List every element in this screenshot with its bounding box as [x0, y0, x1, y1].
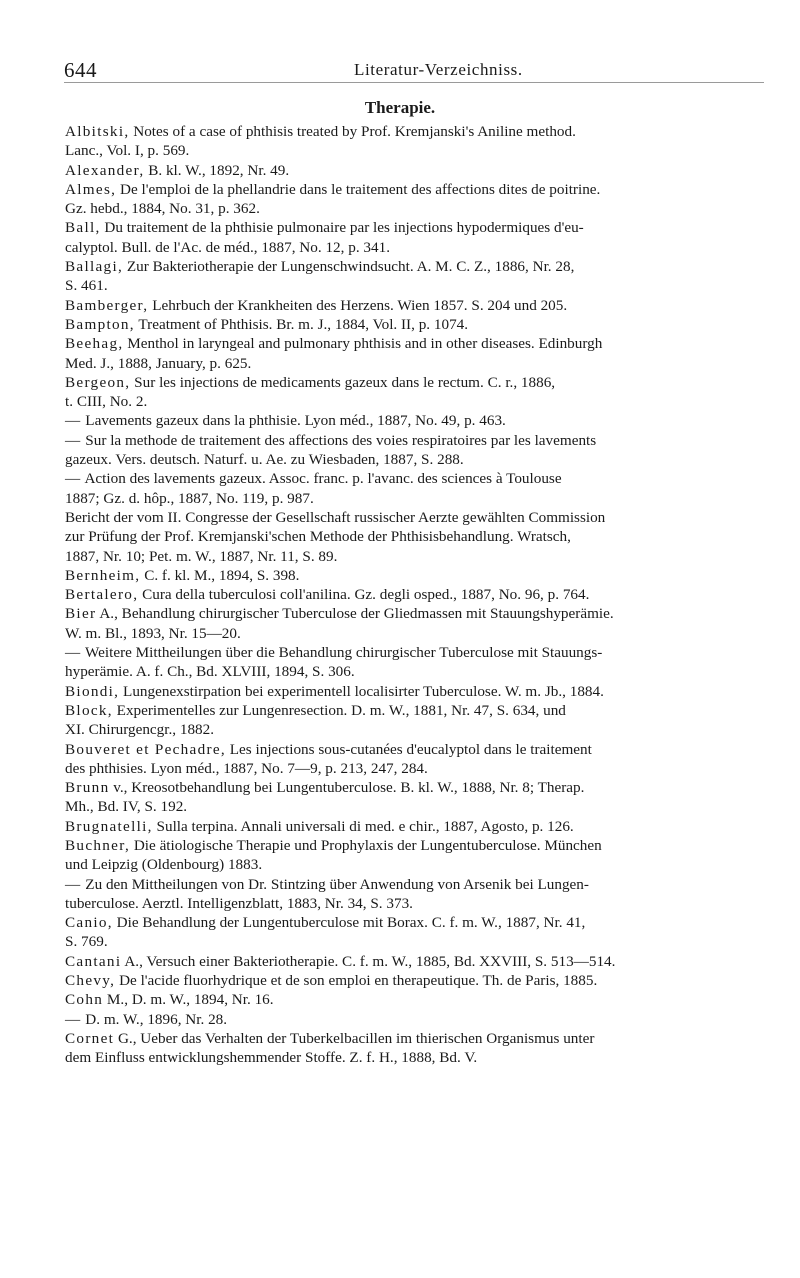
- entry-text: Sur les injections de medicaments gazeux dans le rectum. C. r., 1886,: [134, 373, 556, 391]
- bibliography-entry: [65, 604, 780, 643]
- entry-line: [65, 701, 780, 720]
- entry-text: M., D. m. W., 1894, Nr. 16.: [106, 991, 274, 1009]
- entry-line: [65, 450, 780, 469]
- entry-text: A., Behandlung chirurgischer Tuberculose der Gliedmassen mit Stauungshyperämie.: [99, 605, 614, 623]
- entry-line: [65, 334, 780, 353]
- bibliography-entry: [65, 971, 780, 990]
- entry-line: [65, 797, 780, 816]
- bibliography-entry: [65, 990, 780, 1009]
- entry-line: [65, 1029, 780, 1048]
- entry-author: Block,: [65, 701, 113, 719]
- entry-author: Cantani: [65, 952, 122, 970]
- entry-text: Experimentelles zur Lungenresection. D. m. W., 1881, Nr. 47, S. 634, und: [116, 701, 566, 719]
- bibliography-entry: [65, 1010, 780, 1029]
- entry-text: Gz. hebd., 1884, No. 31, p. 362.: [65, 200, 260, 218]
- entry-line: [65, 990, 780, 1009]
- entry-author: Beehag,: [65, 335, 124, 353]
- bibliography-entry: [65, 257, 780, 296]
- entry-author: —: [65, 875, 82, 893]
- entry-text: Die Behandlung der Lungentuberculose mit Borax. C. f. m. W., 1887, Nr. 41,: [116, 914, 586, 932]
- entry-text: G., Ueber das Verhalten der Tuberkelbacillen im thierischen Organismus unter: [117, 1029, 595, 1047]
- bibliography-entry: [65, 469, 780, 508]
- entry-author: Bertalero,: [65, 586, 139, 604]
- bibliography-entry: [65, 411, 780, 430]
- running-head: Literatur-Verzeichniss.: [354, 60, 523, 79]
- bibliography-entry: [65, 334, 780, 373]
- entry-text: A., Versuch einer Bakteriotherapie. C. f. m. W., 1885, Bd. XXVIII, S. 513—514.: [124, 952, 616, 970]
- entry-line: [65, 585, 780, 604]
- bibliography-entry: [65, 508, 780, 566]
- entry-author: Albitski,: [65, 123, 130, 140]
- bibliography-entry: [65, 682, 780, 701]
- page-header: [64, 58, 764, 83]
- bibliography-entry: [65, 817, 780, 836]
- entry-text: C. f. kl. M., 1894, S. 398.: [144, 566, 300, 584]
- entry-line: [65, 199, 780, 218]
- entry-text: De l'emploi de la phellandrie dans le traitement des affections dites de poitrine.: [120, 180, 601, 198]
- entry-line: [65, 373, 780, 392]
- entry-line: [65, 527, 780, 546]
- entry-author: Almes,: [65, 180, 117, 198]
- entry-text: des phthisies. Lyon méd., 1887, No. 7—9, p. 213, 247, 284.: [65, 759, 428, 777]
- entry-line: [65, 952, 780, 971]
- bibliography-entry: [65, 643, 780, 682]
- entry-author: Bergeon,: [65, 373, 131, 391]
- entry-author: Canio,: [65, 914, 113, 932]
- entry-text: De l'acide fluorhydrique et de son emploi en therapeutique. Th. de Paris, 1885.: [119, 972, 598, 990]
- bibliography-entry: [65, 431, 780, 470]
- entry-text: tuberculose. Aerztl. Intelligenzblatt, 1883, Nr. 34, S. 373.: [65, 894, 413, 912]
- entry-author: Bampton,: [65, 315, 135, 333]
- entry-line: [65, 547, 780, 566]
- entry-text: Lungenexstirpation bei experimentell localisirter Tuberculose. W. m. Jb., 1884.: [123, 682, 604, 700]
- entry-line: [65, 894, 780, 913]
- entry-text: Lehrbuch der Krankheiten des Herzens. Wien 1857. S. 204 und 205.: [152, 296, 568, 314]
- bibliography-entry: [65, 296, 780, 315]
- entry-text: 1887; Gz. d. hôp., 1887, No. 119, p. 987.: [65, 489, 314, 507]
- entry-line: [65, 604, 780, 623]
- entry-author: Ballagi,: [65, 258, 124, 276]
- entry-line: [65, 122, 780, 141]
- bibliography-entry: [65, 836, 780, 875]
- entry-line: [65, 913, 780, 932]
- entry-author: —: [65, 431, 82, 449]
- entry-text: Sulla terpina. Annali universali di med. e chir., 1887, Agosto, p. 126.: [156, 817, 574, 835]
- entry-line: [65, 469, 780, 488]
- entry-line: [65, 489, 780, 508]
- entry-line: [65, 720, 780, 739]
- entry-text: Les injections sous-cutanées d'eucalyptol dans le traitement: [229, 740, 592, 758]
- entry-author: Bamberger,: [65, 296, 149, 314]
- entry-author: —: [65, 1010, 82, 1028]
- bibliography-list: [65, 122, 780, 1068]
- entry-text: Zu den Mittheilungen von Dr. Stintzing über Anwendung von Arsenik bei Lungen-: [85, 875, 589, 893]
- entry-line: [65, 276, 780, 295]
- entry-line: [65, 855, 780, 874]
- entry-line: [65, 740, 780, 759]
- entry-author: Ball,: [65, 219, 101, 237]
- entry-line: [65, 836, 780, 855]
- entry-line: [65, 643, 780, 662]
- entry-text: D. m. W., 1896, Nr. 28.: [85, 1010, 228, 1028]
- entry-text: Action des lavements gazeux. Assoc. franc. p. l'avanc. des sciences à Toulouse: [84, 470, 562, 488]
- entry-author: Buchner,: [65, 836, 131, 854]
- entry-text: Med. J., 1888, January, p. 625.: [65, 354, 252, 372]
- entry-line: [65, 566, 780, 585]
- entry-author: Cohn: [65, 991, 104, 1009]
- entry-line: [65, 508, 780, 527]
- entry-text: Weitere Mittheilungen über die Behandlung chirurgischer Tuberculose mit Stauungs-: [85, 644, 603, 662]
- entry-line: [65, 682, 780, 701]
- entry-line: [65, 180, 780, 199]
- entry-text: S. 769.: [65, 933, 108, 951]
- entry-line: [65, 161, 780, 180]
- entry-author: —: [65, 470, 82, 488]
- entry-line: [65, 392, 780, 411]
- entry-text: Mh., Bd. IV, S. 192.: [65, 798, 188, 816]
- entry-line: [65, 971, 780, 990]
- entry-line: [65, 257, 780, 276]
- entry-line: [65, 141, 780, 160]
- page-number: 644: [64, 58, 97, 82]
- entry-author: Chevy,: [65, 972, 116, 990]
- entry-text: 1887, Nr. 10; Pet. m. W., 1887, Nr. 11, S. 89.: [65, 547, 338, 565]
- bibliography-entry: [65, 585, 780, 604]
- entry-line: [65, 817, 780, 836]
- entry-text: Du traitement de la phthisie pulmonaire par les injections hypodermiques d'eu-: [104, 219, 584, 237]
- bibliography-entry: [65, 913, 780, 952]
- entry-line: [65, 411, 780, 430]
- entry-author: Brunn: [65, 779, 110, 797]
- bibliography-entry: [65, 566, 780, 585]
- entry-text: calyptol. Bull. de l'Ac. de méd., 1887, No. 12, p. 341.: [65, 238, 391, 256]
- bibliography-entry: [65, 180, 780, 219]
- entry-line: [65, 218, 780, 237]
- entry-text: W. m. Bl., 1893, Nr. 15—20.: [65, 624, 241, 642]
- entry-text: und Leipzig (Oldenbourg) 1883.: [65, 856, 263, 874]
- entry-line: [65, 1010, 780, 1029]
- entry-author: —: [65, 412, 82, 430]
- entry-author: Alexander,: [65, 161, 145, 179]
- entry-text: v., Kreosotbehandlung bei Lungentuberculose. B. kl. W., 1888, Nr. 8; Therap.: [113, 779, 585, 797]
- entry-text: dem Einfluss entwicklungshemmender Stoffe. Z. f. H., 1888, Bd. V.: [65, 1049, 478, 1067]
- entry-line: [65, 759, 780, 778]
- entry-author: Brugnatelli,: [65, 817, 153, 835]
- bibliography-entry: [65, 875, 780, 914]
- entry-text: gazeux. Vers. deutsch. Naturf. u. Ae. zu Wiesbaden, 1887, S. 288.: [65, 451, 464, 469]
- entry-line: [65, 662, 780, 681]
- entry-line: [65, 315, 780, 334]
- entry-text: Sur la methode de traitement des affections des voies respiratoires par les lavements: [85, 431, 597, 449]
- entry-text: S. 461.: [65, 277, 108, 295]
- entry-author: Bernheim,: [65, 566, 141, 584]
- entry-text: B. kl. W., 1892, Nr. 49.: [148, 161, 290, 179]
- section-title: Therapie.: [364, 98, 436, 117]
- entry-line: [65, 875, 780, 894]
- entry-author: Bier: [65, 605, 97, 623]
- bibliography-entry: [65, 1029, 780, 1068]
- entry-text: Lanc., Vol. I, p. 569.: [65, 142, 190, 160]
- entry-text: t. CIII, No. 2.: [65, 393, 148, 411]
- entry-author: Cornet: [65, 1029, 115, 1047]
- bibliography-entry: [65, 315, 780, 334]
- entry-text: XI. Chirurgencgr., 1882.: [65, 721, 215, 739]
- entry-line: [65, 354, 780, 373]
- entry-text: Menthol in laryngeal and pulmonary phthisis and in other diseases. Edinburgh: [127, 335, 603, 353]
- entry-author: Bouveret et Pechadre,: [65, 740, 226, 758]
- bibliography-entry: [65, 740, 780, 779]
- entry-line: [65, 778, 780, 797]
- entry-line: [65, 1048, 780, 1067]
- bibliography-entry: [65, 373, 780, 412]
- entry-line: [65, 624, 780, 643]
- bibliography-entry: [65, 161, 780, 180]
- entry-author: —: [65, 644, 82, 662]
- entry-text: Die ätiologische Therapie und Prophylaxis der Lungentuberculose. München: [133, 836, 602, 854]
- entry-text: Treatment of Phthisis. Br. m. J., 1884, Vol. II, p. 1074.: [138, 315, 469, 333]
- bibliography-entry: [65, 701, 780, 740]
- entry-text: zur Prüfung der Prof. Kremjanski'schen Methode der Phthisisbehandlung. Wratsch,: [65, 528, 571, 546]
- entry-text: Lavements gazeux dans la phthisie. Lyon méd., 1887, No. 49, p. 463.: [85, 412, 506, 430]
- entry-line: [65, 238, 780, 257]
- entry-text: hyperämie. A. f. Ch., Bd. XLVIII, 1894, S. 306.: [65, 663, 355, 681]
- bibliography-entry: [65, 778, 780, 817]
- bibliography-entry: [65, 952, 780, 971]
- entry-line: [65, 431, 780, 450]
- entry-text: Bericht der vom II. Congresse der Gesellschaft russischer Aerzte gewählten Commission: [65, 508, 606, 526]
- entry-line: [65, 932, 780, 951]
- entry-text: Cura della tuberculosi coll'anilina. Gz. degli osped., 1887, No. 96, p. 764.: [142, 586, 590, 604]
- entry-line: [65, 296, 780, 315]
- entry-author: Biondi,: [65, 682, 120, 700]
- entry-text: Notes of a case of phthisis treated by Prof. Kremjanski's Aniline method.: [133, 123, 576, 140]
- bibliography-entry: [65, 218, 780, 257]
- entry-text: Zur Bakteriotherapie der Lungenschwindsucht. A. M. C. Z., 1886, Nr. 28,: [126, 258, 575, 276]
- bibliography-entry: [65, 122, 780, 161]
